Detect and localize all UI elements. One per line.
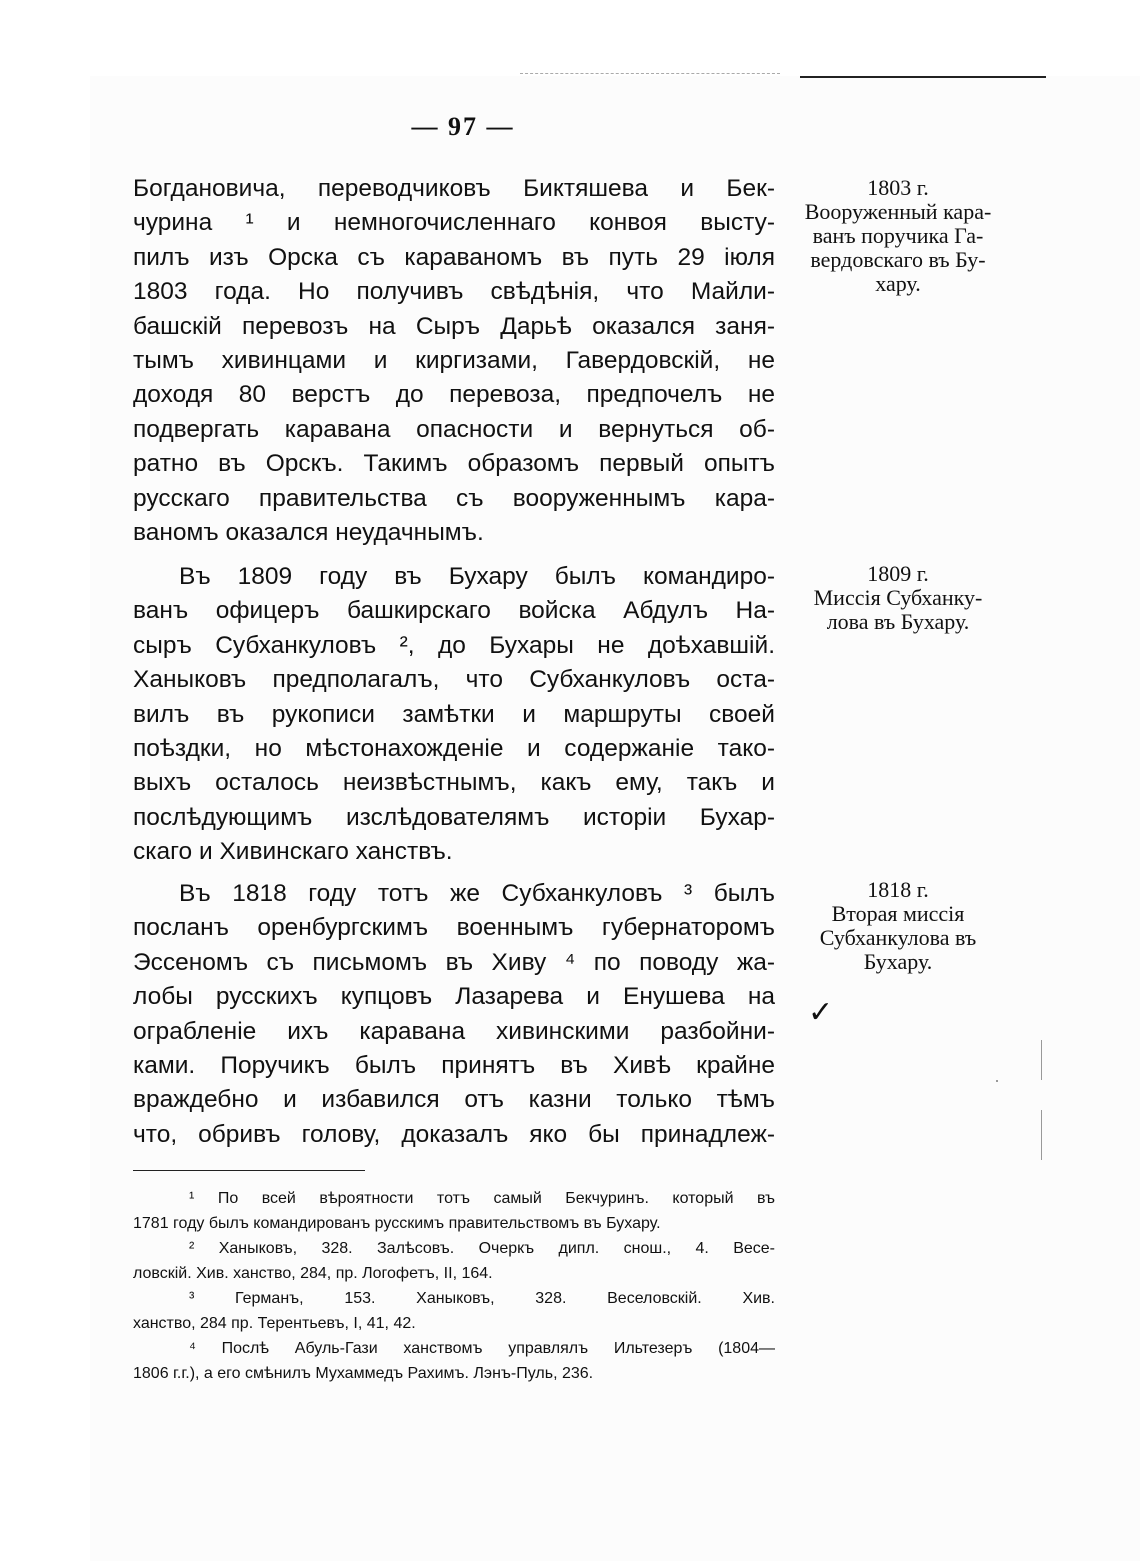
margin-note-line: лова въ Бухару.	[826, 609, 970, 634]
text-line: Эссеномъ съ письмомъ въ Хиву ⁴ по поводу жа-	[133, 948, 775, 976]
text-line: Въ 1809 году въ Бухару былъ командиро-	[179, 563, 775, 590]
margin-note-line: вердовскаго въ Бу-	[810, 247, 986, 272]
paragraph-2	[133, 560, 775, 870]
margin-note-line: Вторая миссія	[831, 901, 965, 926]
footnote-1	[133, 1186, 775, 1236]
footnote-2	[133, 1236, 775, 1286]
scan-artifact	[1041, 1040, 1042, 1080]
top-rule	[800, 76, 1046, 78]
text-line: ограбленіе ихъ каравана хивинскими разбойни-	[133, 1017, 775, 1045]
text-line: послѣдующимъ изслѣдователямъ исторіи Бухар-	[133, 803, 775, 831]
scan-artifact	[1041, 1110, 1042, 1160]
margin-note-line: ванъ поручика Га-	[812, 223, 984, 248]
text-line: Богдановича, переводчиковъ Биктяшева и Бек-	[133, 175, 775, 202]
text-line: русскаго правительства съ вооруженнымъ кара-	[133, 484, 775, 512]
footnote-line: 1781 году былъ командированъ русскимъ правительствомъ въ Бухару.	[133, 1215, 661, 1232]
margin-note-line: хару.	[875, 271, 921, 296]
margin-note-line: Субханкулова въ	[819, 925, 977, 950]
top-faint-rule	[520, 73, 780, 74]
text-line: посланъ оренбургскимъ военнымъ губернаторомъ	[133, 914, 775, 942]
paragraph-1	[133, 172, 775, 550]
page-number: — 97 —	[411, 112, 515, 141]
text-line: сыръ Субханкуловъ ², до Бухары не доѣхавшій.	[133, 631, 775, 659]
margin-note-line: Вооруженный кара-	[804, 199, 992, 224]
text-line: ваномъ оказался неудачнымъ.	[133, 518, 484, 546]
text-line: вилъ въ рукописи замѣтки и маршруты своей	[133, 700, 775, 728]
footnote-rule	[133, 1170, 365, 1171]
footnote-line: ханство, 284 пр. Терентьевъ, I, 41, 42.	[133, 1315, 416, 1332]
margin-note-year: 1818 г.	[867, 877, 929, 902]
text-line: доходя 80 верстъ до перевоза, предпочелъ не	[133, 381, 775, 409]
text-line: тымъ хивинцами и киргизами, Гавердовскій, не	[133, 346, 775, 374]
footnotes	[133, 1186, 775, 1386]
check-mark-icon: ✓	[808, 995, 834, 1030]
footnote-line: ⁴ Послѣ Абуль-Гази ханствомъ управлялъ Ильтезеръ (1804—	[189, 1340, 775, 1357]
text-line: Ханыковъ предполагалъ, что Субханкуловъ оста-	[133, 666, 775, 694]
margin-note-line: Миссія Субханку-	[813, 585, 983, 610]
margin-note-year: 1803 г.	[867, 175, 929, 200]
margin-note-1809	[782, 562, 1014, 634]
text-line: пилъ изъ Орска съ караваномъ въ путь 29 іюля	[133, 243, 775, 271]
text-line: лобы русскихъ купцовъ Лазарева и Енушева на	[133, 983, 775, 1011]
margin-note-year: 1809 г.	[867, 561, 929, 586]
text-line: выхъ осталось неизвѣстнымъ, какъ ему, такъ и	[133, 769, 775, 797]
margin-note-1803	[782, 176, 1014, 296]
text-line: враждебно и избавился отъ казни только тѣмъ	[133, 1086, 775, 1114]
footnote-line: ¹ По всей вѣроятности тотъ самый Бекчуринъ. который въ	[189, 1190, 775, 1207]
text-line: ратно въ Орскъ. Такимъ образомъ первый опытъ	[133, 450, 775, 478]
text-line: ванъ офицеръ башкирскаго войска Абдулъ На-	[133, 597, 775, 625]
margin-note-1818	[782, 878, 1014, 974]
footnote-line: 1806 г.г.), а его смѣнилъ Мухаммедъ Рахимъ. Лэнъ-Пуль, 236.	[133, 1365, 594, 1382]
footnote-4	[133, 1336, 775, 1386]
scan-artifact	[996, 1080, 998, 1082]
text-line: подвергать каравана опасности и вернуться об-	[133, 415, 775, 443]
footnote-3	[133, 1286, 775, 1336]
text-line: ками. Поручикъ былъ принятъ въ Хивѣ крайне	[133, 1051, 775, 1079]
text-line: поѣздки, но мѣстонахожденіе и содержаніе тако-	[133, 734, 775, 762]
text-line: чурина ¹ и немногочисленнаго конвоя высту-	[133, 209, 775, 237]
footnote-line: ловскій. Хив. ханство, 284, пр. Логофетъ, II, 164.	[133, 1265, 493, 1282]
margin-note-line: Бухару.	[863, 949, 933, 974]
text-line: башскій перевозъ на Сыръ Дарьѣ оказался заня-	[133, 312, 775, 340]
text-line: скаго и Хивинскаго ханствъ.	[133, 838, 453, 866]
paragraph-3	[133, 877, 775, 1152]
text-line: что, обривъ голову, доказалъ яко бы принадлеж-	[133, 1120, 775, 1148]
footnote-line: ³ Германъ, 153. Ханыковъ, 328. Веселовскій. Хив.	[189, 1290, 775, 1307]
footnote-line: ² Ханыковъ, 328. Залѣсовъ. Очеркъ дипл. снош., 4. Весе-	[189, 1240, 775, 1257]
text-line: 1803 года. Но получивъ свѣдѣнія, что Майли-	[133, 278, 775, 306]
text-line: Въ 1818 году тотъ же Субханкуловъ ³ былъ	[179, 880, 775, 907]
